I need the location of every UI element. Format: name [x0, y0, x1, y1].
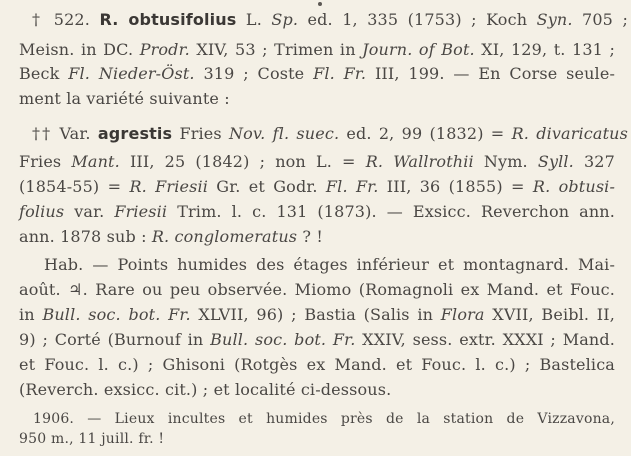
entry-line: [19, 88, 230, 110]
text-run: III, 36 (1855) =: [378, 177, 533, 196]
taxon-name: R. obtusifolius: [99, 10, 237, 29]
text-run: 319 ; Coste: [194, 64, 314, 83]
reference-italic: Prodr.: [139, 40, 190, 59]
variety-line: [19, 176, 615, 198]
habitat-line: [44, 254, 615, 276]
text-run: XXIV, sess. extr. XXXI ; Mand.: [355, 330, 616, 349]
reference-italic: folius: [19, 202, 65, 221]
text-run: 327: [573, 152, 615, 171]
reference-italic: R. Friesii: [129, 177, 208, 196]
collection-line: [19, 428, 164, 450]
text-run: ment la variété suivante :: [19, 89, 230, 108]
reference-italic: Fl. Fr.: [313, 64, 367, 83]
reference-italic: Sp.: [271, 10, 299, 29]
habitat-line: [19, 379, 391, 401]
text-run: et Fouc. l. c.) ; Ghisoni (Rotgès ex Mand. et Fouc. l. c.) ; Bastelica: [19, 355, 615, 374]
text-run: Meisn. in DC.: [19, 40, 140, 59]
entry-line: [19, 39, 615, 61]
habitat-line: [19, 329, 615, 351]
reference-italic: Fl. Nieder-Öst.: [68, 64, 195, 83]
text-run: XI, 129, t. 131 ;: [474, 40, 616, 59]
text-run: (1854-55) =: [19, 177, 130, 196]
text-run: in: [19, 305, 43, 324]
variety-line: [32, 123, 628, 145]
text-run: XVII, Beibl. II,: [484, 305, 615, 324]
reference-italic: Nov. fl. suec.: [228, 124, 340, 143]
text-run: Nym.: [473, 152, 538, 171]
text-run: 705 ;: [572, 10, 628, 29]
text-run: ed. 1, 335 (1753) ; Koch: [298, 10, 537, 29]
taxon-name: agrestis: [97, 124, 173, 143]
entry-line: [32, 9, 628, 31]
text-run: août. ♃. Rare ou peu observée. Miomo (Romagnoli ex Mand. et Fouc.: [19, 280, 615, 299]
text-run: 950 m., 11 juill. fr. !: [19, 431, 165, 447]
reference-italic: Bull. soc. bot. Fr.: [210, 330, 356, 349]
text-run: III, 25 (1842) ; non L. =: [119, 152, 366, 171]
text-run: ed. 2, 99 (1832) =: [339, 124, 512, 143]
entry-line: [19, 63, 615, 85]
text-run: 9) ; Corté (Burnouf in: [19, 330, 211, 349]
reference-italic: Fl. Fr.: [325, 177, 379, 196]
text-run: ? !: [297, 227, 323, 246]
text-run: Beck: [19, 64, 69, 83]
text-run: Fries: [172, 124, 229, 143]
text-run: (Reverch. exsicc. cit.) ; et localité ci-dessous.: [19, 380, 392, 399]
text-run: Hab. — Points humides des étages inférieur et montagnard. Mai-: [44, 255, 615, 274]
text-run: var.: [64, 202, 115, 221]
text-run: XLVII, 96) ; Bastia (Salis in: [190, 305, 441, 324]
text-run: ann. 1878 sub :: [19, 227, 152, 246]
habitat-line: [19, 279, 615, 301]
reference-italic: R. obtusi-: [532, 177, 615, 196]
reference-italic: R. divaricatus: [511, 124, 628, 143]
text-run: †† Var.: [32, 124, 98, 143]
reference-italic: R. conglomeratus: [151, 227, 298, 246]
habitat-line: [19, 354, 615, 376]
reference-italic: Journ. of Bot.: [362, 40, 475, 59]
reference-italic: Flora: [440, 305, 485, 324]
habitat-line: [19, 304, 615, 326]
text-run: XIV, 53 ; Trimen in: [189, 40, 363, 59]
text-run: Gr. et Godr.: [208, 177, 326, 196]
text-run: Fries: [19, 152, 72, 171]
reference-italic: Syn.: [536, 10, 573, 29]
text-run: 1906. — Lieux incultes et humides près de la station de Vizzavona,: [33, 411, 615, 427]
variety-line: [19, 201, 615, 223]
reference-italic: R. Wallrothii: [365, 152, 474, 171]
reference-italic: Mant.: [71, 152, 120, 171]
reference-italic: Bull. soc. bot. Fr.: [42, 305, 191, 324]
reference-italic: Friesii: [114, 202, 168, 221]
page-mark: [318, 2, 322, 6]
variety-line: [19, 151, 615, 173]
text-run: † 522.: [32, 10, 100, 29]
text-run: Trim. l. c. 131 (1873). — Exsicc. Reverchon ann.: [167, 202, 615, 221]
text-run: III, 199. — En Corse seule-: [366, 64, 615, 83]
reference-italic: Syll.: [537, 152, 574, 171]
variety-line: [19, 226, 323, 248]
collection-line: [33, 408, 615, 430]
text-run: L.: [236, 10, 272, 29]
